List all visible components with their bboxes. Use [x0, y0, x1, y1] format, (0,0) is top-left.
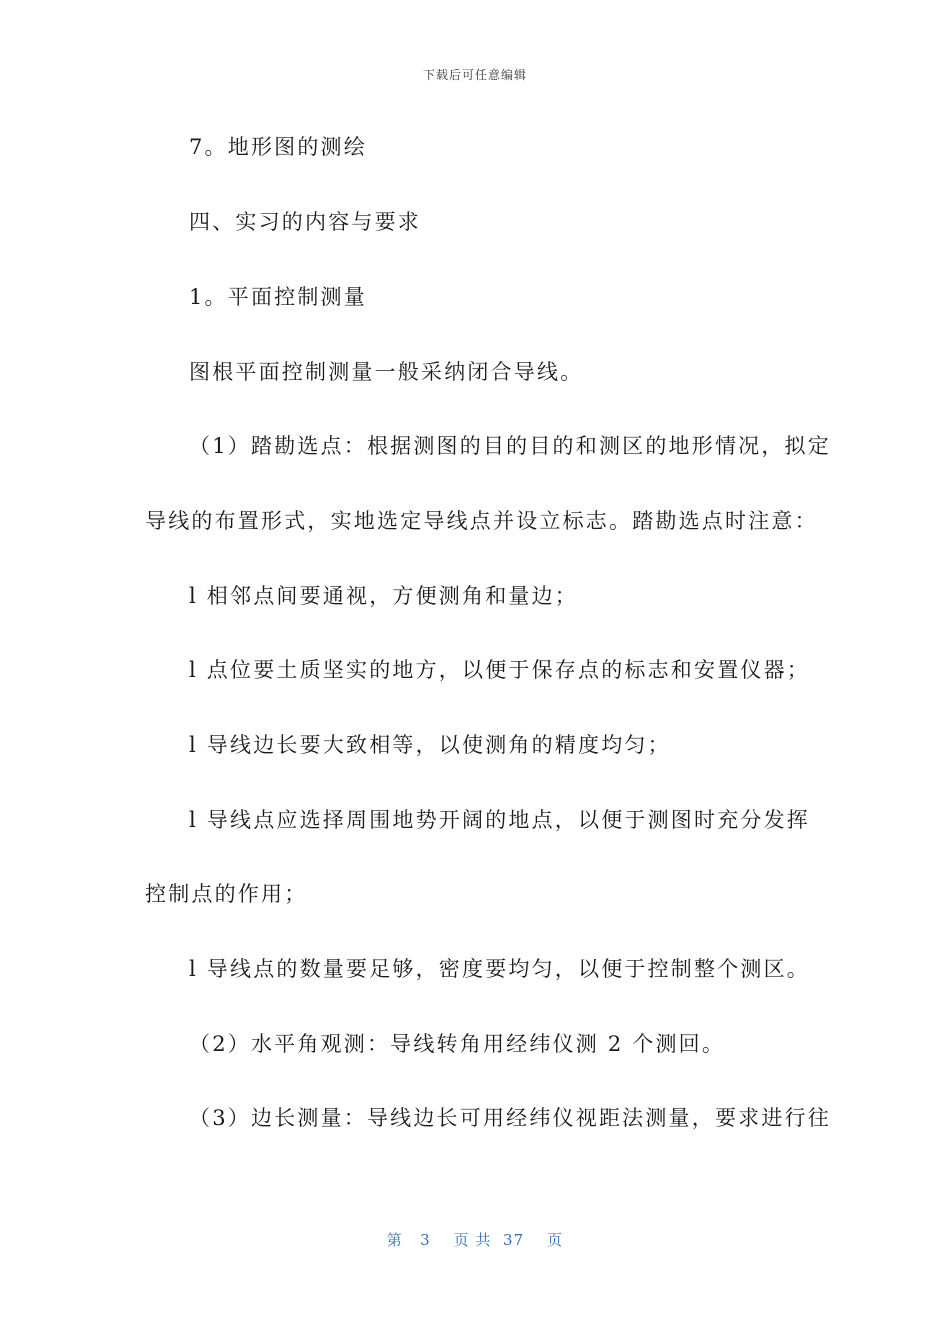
bullet-item-open-terrain-line-1: l 导线点应选择周围地势开阔的地点，以便于测图时充分发挥 — [189, 808, 810, 832]
paragraph-closed-traverse: 图根平面控制测量一般采纳闭合导线。 — [189, 360, 584, 384]
bullet-item-solid-ground: l 点位要土质坚实的地方，以便于保存点的标志和安置仪器； — [189, 658, 810, 682]
page-header: 下载后可任意编辑 — [422, 68, 527, 82]
section-heading-4: 四、实习的内容与要求 — [189, 210, 421, 234]
paragraph-site-selection-line-1: （1）踏勘选点：根据测图的目的目的和测区的地形情况，拟定 — [189, 434, 831, 458]
page-footer: 第 3 页 共 37 页 — [386, 1231, 564, 1249]
bullet-item-point-density: l 导线点的数量要足够，密度要均匀，以便于控制整个测区。 — [189, 957, 810, 981]
bullet-item-open-terrain-line-2: 控制点的作用； — [145, 882, 308, 906]
paragraph-site-selection-line-2: 导线的布置形式，实地选定导线点并设立标志。踏勘选点时注意： — [145, 509, 818, 533]
paragraph-horizontal-angle: （2）水平角观测：导线转角用经纬仪测 2 个测回。 — [189, 1032, 726, 1056]
bullet-item-equal-sides: l 导线边长要大致相等，以使测角的精度均匀； — [189, 733, 671, 757]
list-item-7-drawing: 7。地形图的测绘 — [189, 135, 367, 159]
paragraph-side-length: （3）边长测量：导线边长可用经纬仪视距法测量，要求进行往 — [189, 1106, 831, 1130]
subheading-1-plane-control: 1。平面控制测量 — [189, 285, 367, 309]
bullet-item-visibility: l 相邻点间要通视，方便测角和量边； — [189, 584, 578, 608]
